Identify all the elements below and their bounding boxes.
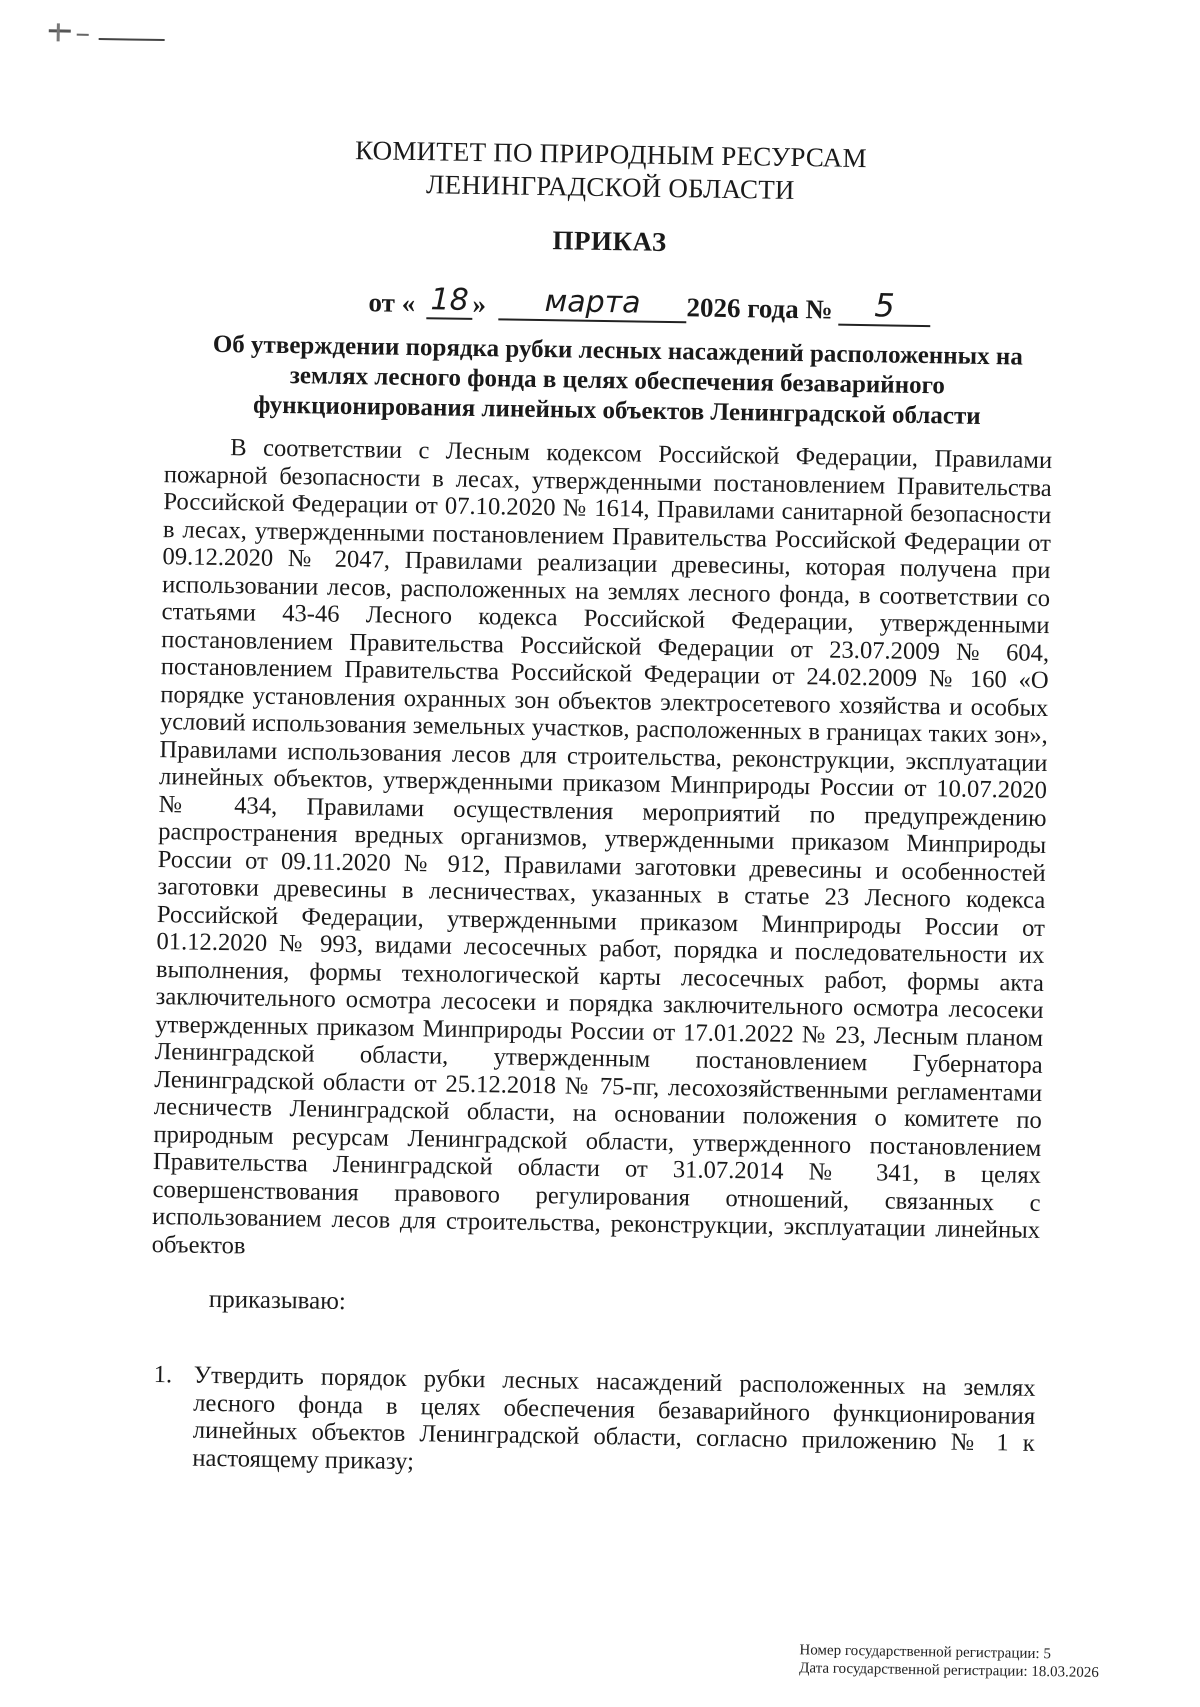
scan-artifact	[48, 19, 138, 50]
list-item	[153, 1361, 1036, 1485]
date-line	[368, 274, 989, 334]
document-heading: Об утверждении порядка рубки лесных насаждений расположенных на землях лесного фонда в целях обеспечения безаварийного функционирования линейных объектов Ленинградской области	[212, 330, 1024, 430]
preamble-paragraph: В соответствии с Лесным кодексом Российской Федерации, Правилами пожарной безопасности в лесах, утвержденными постановлением Правительства Российской Федерации от 07.10.2020 № 1614, Правилами санитарной безопасности в лесах, утвержденными постановлением Правительства Российской Федерации от 09.12.2020 № 2047, Правилами реализации древесины, которая получена при использовании лесов, расположенных на землях лесного фонда, в соответствии со статьями 43-46 Лесного кодекса Российской Федерации, утвержденными постановлением Правительства Российской Федерации от 23.07.2009 № 604, постановлением Правительства Российской Федерации от 24.02.2009 № 160 «О порядке установления охранных зон объектов электросетевого хозяйства и особых условий использования земельных участков, расположенных в границах таких зон», Правилами использования лесов для строительства, реконструкции, эксплуатации линейных объектов, утвержденными приказом Минприроды России от 10.07.2020 № 434, Правилами осуществления мероприятий по предупреждению распространения вредных организмов, утвержденными приказом Минприроды России от 09.11.2020 № 912, Правилами заготовки древесины и особенностей заготовки древесины в лесничествах, указанных в статье 23 Лесного кодекса Российской Федерации, утвержденными приказом Минприроды России от 01.12.2020 № 993, видами лесосечных работ, порядка и последовательности их выполнения, формы технологической карты лесосечных работ, формы акта заключительного осмотра лесосеки и порядка заключительного осмотра лесосеки утвержденных приказом Минприроды России от 17.01.2022 № 23, Лесным планом Ленинградской области, утвержденным постановлением Губернатора Ленинградской области от 25.12.2018 № 75-пг, лесохозяйственными регламентами лесничеств Ленинградской области, на основании положения о комитете по природным ресурсам Ленинградской области, утвержденного постановлением Правительства Ленинградской области от 31.07.2014 № 341, в целях совершенствования правового регулирования отношений, связанных с использованием лесов для строительства, реконструкции, эксплуатации линейных объектов	[151, 434, 1053, 1259]
date-prefix: от «	[368, 287, 416, 319]
registration-date: Дата государственной регистрации: 18.03.2026	[799, 1660, 1099, 1681]
document-title: ПРИКАЗ	[552, 225, 667, 257]
list-item-number: 1.	[153, 1361, 173, 1389]
date-month-handwritten: марта	[498, 283, 687, 323]
registration-number: Номер государственной регистрации: 5	[799, 1642, 1052, 1663]
order-number-handwritten: 5	[838, 286, 931, 327]
date-day-handwritten: 18	[426, 282, 473, 320]
organization-name	[10, 129, 1200, 214]
list-item-text: Утвердить порядок рубки лесных насаждений расположенных на землях лесного фонда в целях обеспечения безаварийного функционирования линейных объектов Ленинградской области, согласно приложению № 1 к настоящему приказу;	[192, 1361, 1036, 1475]
registration-stamp	[799, 1641, 1120, 1682]
date-quote-close: »	[472, 288, 487, 320]
org-line-1: КОМИТЕТ ПО ПРИРОДНЫМ РЕСУРСАМ	[354, 135, 867, 174]
date-year-label: 2026 года №	[686, 292, 833, 325]
org-line-2: ЛЕНИНГРАДСКОЙ ОБЛАСТИ	[425, 169, 795, 205]
order-word: приказываю:	[208, 1285, 347, 1316]
